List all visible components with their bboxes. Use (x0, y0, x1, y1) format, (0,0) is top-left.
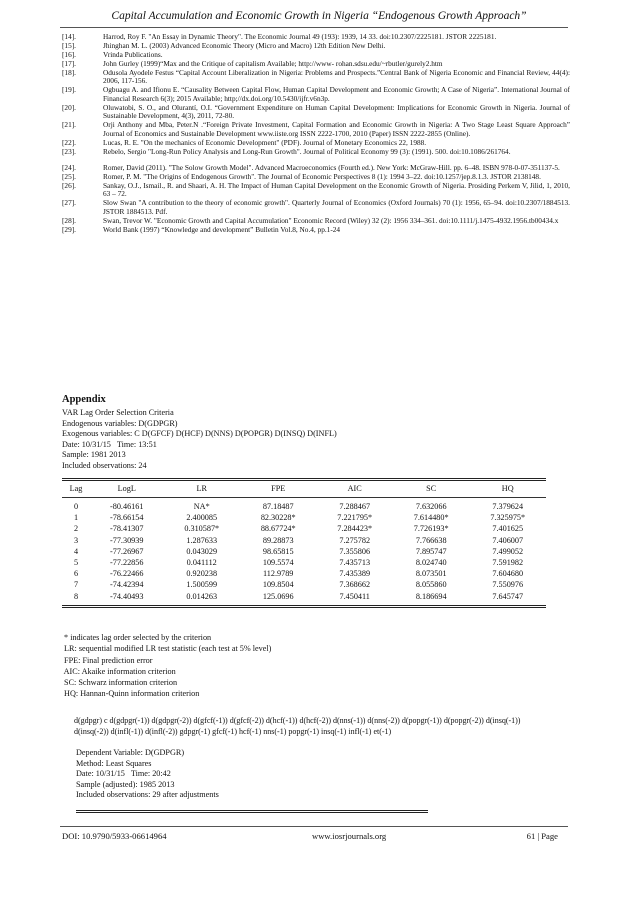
table-cell: 8.186694 (415, 591, 447, 601)
var-lag-meta (62, 408, 337, 472)
column-header: Lag (69, 484, 83, 493)
reference-number: [16]. (62, 50, 76, 59)
table-cell: 7.895747 (415, 546, 447, 556)
column-header: AIC (347, 484, 362, 493)
table-cell: 7.406007 (492, 535, 524, 545)
reference-text: Romer, David (2011). "The Solow Growth Model". Advanced Macroeconomics (Fourth ed.). New York: McGraw-Hill. pp. 6–48. ISBN 978-0-07-351137-5. (103, 163, 560, 173)
table-row (62, 546, 546, 557)
table-cell: -74.42394 (110, 580, 144, 590)
reference-text: Oluwatobi, S. O., and Olurantí, O.I. “Government Expenditure on Human Capital Development: Implications for Economic Growth in Nigeria. Journal of Sustainable Development, 4(3), 2011, 72-80. (103, 102, 570, 121)
table-cell: 0.310587* (184, 524, 220, 534)
reference-text: Slow Swan "A contribution to the theory of economic growth". Quarterly Journal of Economics (Oxford Journals) 70 (1): 1956, 65–94. doi:10.2307/1884513. JSTOR 1884513. Pdf. (103, 198, 570, 216)
table-cell: 82.30228* (260, 513, 296, 523)
table-cell: -76.22466 (110, 569, 144, 579)
table-cell: NA* (193, 502, 210, 511)
table-cell: 1.287633 (186, 535, 218, 545)
table-row (62, 501, 546, 512)
regression-meta-line: Sample (adjusted): 1985 2013 (76, 779, 175, 789)
regression-meta-line: Included observations: 29 after adjustments (76, 790, 219, 800)
reference-number: [27]. (62, 198, 76, 208)
reference-text: John Gurley (1999)“Max and the Critique of capitalism Available; http://www- rohan.sdsu.edu/~rbutler/gurely2.htm (103, 59, 443, 68)
reference-item (62, 148, 570, 156)
regression-output-meta (76, 748, 219, 801)
regression-rule (76, 810, 428, 813)
table-cell: 87.18487 (262, 502, 294, 511)
meta-line: Endogenous variables: D(GDPGR) (62, 418, 178, 428)
reference-item (62, 139, 570, 147)
table-cell: 5 (73, 558, 79, 568)
note-line: LR: sequential modified LR test statistic (each test at 5% level) (62, 644, 272, 654)
table-cell: 0.014263 (186, 591, 218, 601)
table-cell: 2 (73, 524, 79, 534)
table-cell: 88.67724* (260, 524, 296, 534)
regression-meta-line: Method: Least Squares (76, 758, 152, 768)
table-cell: 125.0696 (262, 591, 294, 601)
table-notes (62, 632, 271, 700)
table-cell: 8.073501 (415, 569, 447, 579)
table-cell: 7.221795* (337, 513, 373, 523)
table-cell: 7.614480* (413, 513, 449, 523)
footer-rule (60, 826, 568, 827)
column-header: FPE (271, 484, 286, 493)
reference-number: [17]. (62, 59, 76, 68)
note-line: SC: Schwarz information criterion (62, 678, 178, 688)
table-cell: 7.550976 (492, 580, 524, 590)
table-cell: 1.500599 (186, 580, 218, 590)
reference-item (62, 69, 570, 86)
reference-text: Jhinghan M. L. (2003) Advanced Economic Theory (Micro and Macro) 12th Edition New Delhi. (103, 41, 386, 50)
reference-text: Romer, P. M. "The Origins of Endogenous Growth". The Journal of Economic Perspectives 8 (1): 1994 3–22. doi:10.1257/jep.8.1.3. JSTOR 2138148. (103, 172, 541, 182)
reference-text: Swan, Trevor W. "Economic Growth and Capital Accumulation" Economic Record (Wiley) 32 (2): 1956 334–361. doi:10.1111/j.1475-4932.1956.tb00434.x (103, 215, 559, 225)
column-header: SC (426, 484, 437, 493)
table-bottom-rule (62, 605, 546, 608)
regression-meta-line: Date: 10/31/15 Time: 20:42 (76, 769, 171, 779)
reference-number: [24]. (62, 163, 76, 173)
table-cell: 1 (73, 513, 79, 523)
reference-text: Vrinda Publications. (103, 50, 163, 59)
table-cell: -74.40493 (110, 591, 144, 601)
table-cell: 3 (73, 535, 79, 545)
reference-number: [14]. (62, 32, 76, 41)
table-row (62, 568, 546, 579)
table-header-rule (62, 497, 546, 498)
table-cell: 7.368662 (339, 580, 371, 590)
table-header-row (62, 481, 546, 497)
table-cell: 6 (73, 569, 79, 579)
reference-item (62, 226, 570, 234)
meta-line: Sample: 1981 2013 (62, 450, 126, 460)
table-cell: 98.65815 (262, 546, 294, 556)
table-cell: 2.400085 (186, 513, 218, 523)
reference-number: [29]. (62, 224, 76, 234)
table-row (62, 591, 546, 602)
meta-line: Date: 10/31/15 Time: 13:51 (62, 439, 157, 449)
note-line: AIC: Akaike information criterion (62, 666, 176, 676)
table-cell: 7.645747 (492, 591, 524, 601)
reference-text: Rebelo, Sergio "Long-Run Policy Analysis and Long-Run Growth". Journal of Political Economy 99 (3): (1991). 500. doi:10.1086/261764. (103, 146, 511, 156)
reference-number: [26]. (62, 181, 76, 191)
reference-text: Odusola Ayodele Festus “Capital Account Liberalization in Nigeria: Problems and Prospects.”Central Bank of Nigeria Economic and Financial Review, 44(4): 2006, 117-156. (103, 68, 570, 86)
reference-item (62, 199, 570, 216)
reference-number: [15]. (62, 41, 76, 50)
table-cell: 7.632066 (415, 502, 447, 511)
table-cell: 7.726193* (413, 524, 449, 534)
reference-text: World Bank (1997) “Knowledge and development” Bulletin Vol.8, No.4, pp.1-24 (103, 224, 341, 234)
meta-line: VAR Lag Order Selection Criteria (62, 408, 174, 417)
reference-number: [19]. (62, 85, 76, 95)
reference-text: Orji Anthony and Mba, Peter.N .“Foreign Private Investment, Capital Formation and Economic Growth in Nigeria: A Two Stage Least Square Approach” Journal of Economics and Sustainable Development www.iiste.org ISSN 2222-1700, 2010 (Paper) ISSN 2222-2855 (Online). (103, 120, 570, 138)
reference-number: [21]. (62, 120, 76, 130)
reference-text: Sankay, O.J., Ismail., R. and Shaari, A. H. The Impact of Human Capital Development on the Economic Growth of Nigeria. Prosiding Perkem V, Jilid, 1, 2010, 63 – 72. (103, 181, 570, 199)
reference-item (62, 121, 570, 138)
table-cell: 8 (73, 591, 79, 601)
table-cell: 7.435389 (339, 569, 371, 579)
references-list (62, 33, 570, 235)
table-cell: 7.401625 (492, 524, 524, 534)
table-cell: 0.920238 (186, 569, 218, 579)
table-cell: 7.499052 (492, 546, 524, 556)
meta-line: Included observations: 24 (62, 460, 147, 470)
table-cell: 7.604680 (492, 569, 524, 579)
reference-item (62, 86, 570, 103)
table-cell: -78.66154 (110, 513, 144, 523)
table-row (62, 535, 546, 546)
table-row (62, 512, 546, 523)
table-cell: 109.8504 (262, 580, 294, 590)
reference-number: [28]. (62, 215, 76, 225)
note-line: HQ: Hannan-Quinn information criterion (62, 689, 200, 699)
table-cell: 109.5574 (262, 558, 294, 568)
reference-text: Harrod, Roy F. "An Essay in Dynamic Theory". The Economic Journal 49 (193): 1939, 14 33. doi:10.2307/2225181. JSTOR 2225181. (103, 32, 497, 41)
table-cell: 7.275782 (339, 535, 371, 545)
table-cell: 0 (73, 502, 79, 511)
column-header: HQ (501, 484, 514, 493)
note-line: FPE: Final prediction error (62, 655, 153, 665)
table-cell: 4 (73, 546, 79, 556)
meta-line: Exogenous variables: C D(GFCF) D(HCF) D(NNS) D(POPGR) D(INSQ) D(INFL) (62, 429, 337, 439)
footer-journal-url[interactable]: www.iosrjournals.org (312, 831, 387, 841)
reference-number: [18]. (62, 68, 76, 77)
lag-selection-table (62, 478, 546, 608)
note-line: * indicates lag order selected by the criterion (62, 633, 212, 642)
table-cell: 7.325975* (490, 513, 526, 523)
table-cell: 7.284423* (337, 524, 373, 534)
footer-doi: DOI: 10.9790/5933-06614964 (62, 831, 167, 841)
table-cell: 8.024740 (415, 558, 447, 568)
regression-meta-line: Dependent Variable: D(GDPGR) (76, 748, 185, 757)
footer-page-number: 61 | Page (526, 831, 558, 841)
table-cell: 0.041112 (186, 558, 217, 568)
appendix-heading: Appendix (62, 394, 106, 405)
table-cell: -78.41307 (110, 524, 144, 534)
reference-text: Lucas, R. E. "On the mechanics of Economic Development" (PDF). Journal of Monetary Economics 22, 1988. (103, 137, 427, 147)
table-cell: 8.055860 (415, 580, 447, 590)
reference-text: Ogbuagu A. and Ifionu E. “Causality Between Capital Flow, Human Capital Development and Economic Growth; A Case of Nigeria”. International Journal of Financial Research 6(3); 2015 Available; http;//dx.doi.org/10.5430/ijfr.v6n3p. (103, 85, 570, 103)
table-cell: -77.22856 (110, 558, 144, 568)
table-cell: 112.9789 (263, 569, 294, 579)
table-cell: -80.46161 (110, 502, 144, 511)
reference-number: [25]. (62, 172, 76, 182)
table-cell: 7.379624 (492, 502, 524, 511)
table-row (62, 579, 546, 590)
table-cell: 7.435713 (339, 558, 371, 568)
table-cell: 0.043029 (186, 546, 218, 556)
column-header: LR (196, 484, 207, 493)
table-cell: 7 (73, 580, 79, 590)
table-cell: -77.30939 (110, 535, 144, 545)
reference-item (62, 104, 570, 121)
table-row (62, 523, 546, 534)
table-cell: 7.591982 (492, 558, 524, 568)
table-cell: 7.355806 (339, 546, 371, 556)
reference-item (62, 182, 570, 199)
table-cell: 89.28873 (262, 535, 294, 545)
table-row (62, 557, 546, 568)
regression-equation: d(gdpgr) c d(gdpgr(-1)) d(gdpgr(-2)) d(gfcf(-1)) d(gfcf(-2)) d(hcf(-1)) d(hcf(-2)) d(nns(-1)) d(nns(-2)) d(popgr(-1)) d(popgr(-2)) d(insq(-1)) d(insq(-2)) d(infl(-1)) d(infl(-2)) gdpgr(-1) gfcf(-1) hcf(-1) nns(-1) popgr(-1) insq(-1) infl(-1) et(-1) (74, 716, 521, 736)
reference-number: [23]. (62, 146, 76, 156)
table-cell: -77.26967 (110, 546, 144, 556)
table-cell: 7.288467 (339, 502, 371, 511)
column-header: LogL (117, 484, 136, 493)
header-rule (60, 27, 568, 28)
reference-item (62, 217, 570, 225)
running-header: Capital Accumulation and Economic Growth in Nigeria “Endogenous Growth Approach” (111, 10, 527, 22)
table-cell: 7.450411 (339, 591, 370, 601)
table-cell: 7.766638 (415, 535, 447, 545)
reference-number: [20]. (62, 102, 76, 112)
reference-number: [22]. (62, 137, 76, 147)
